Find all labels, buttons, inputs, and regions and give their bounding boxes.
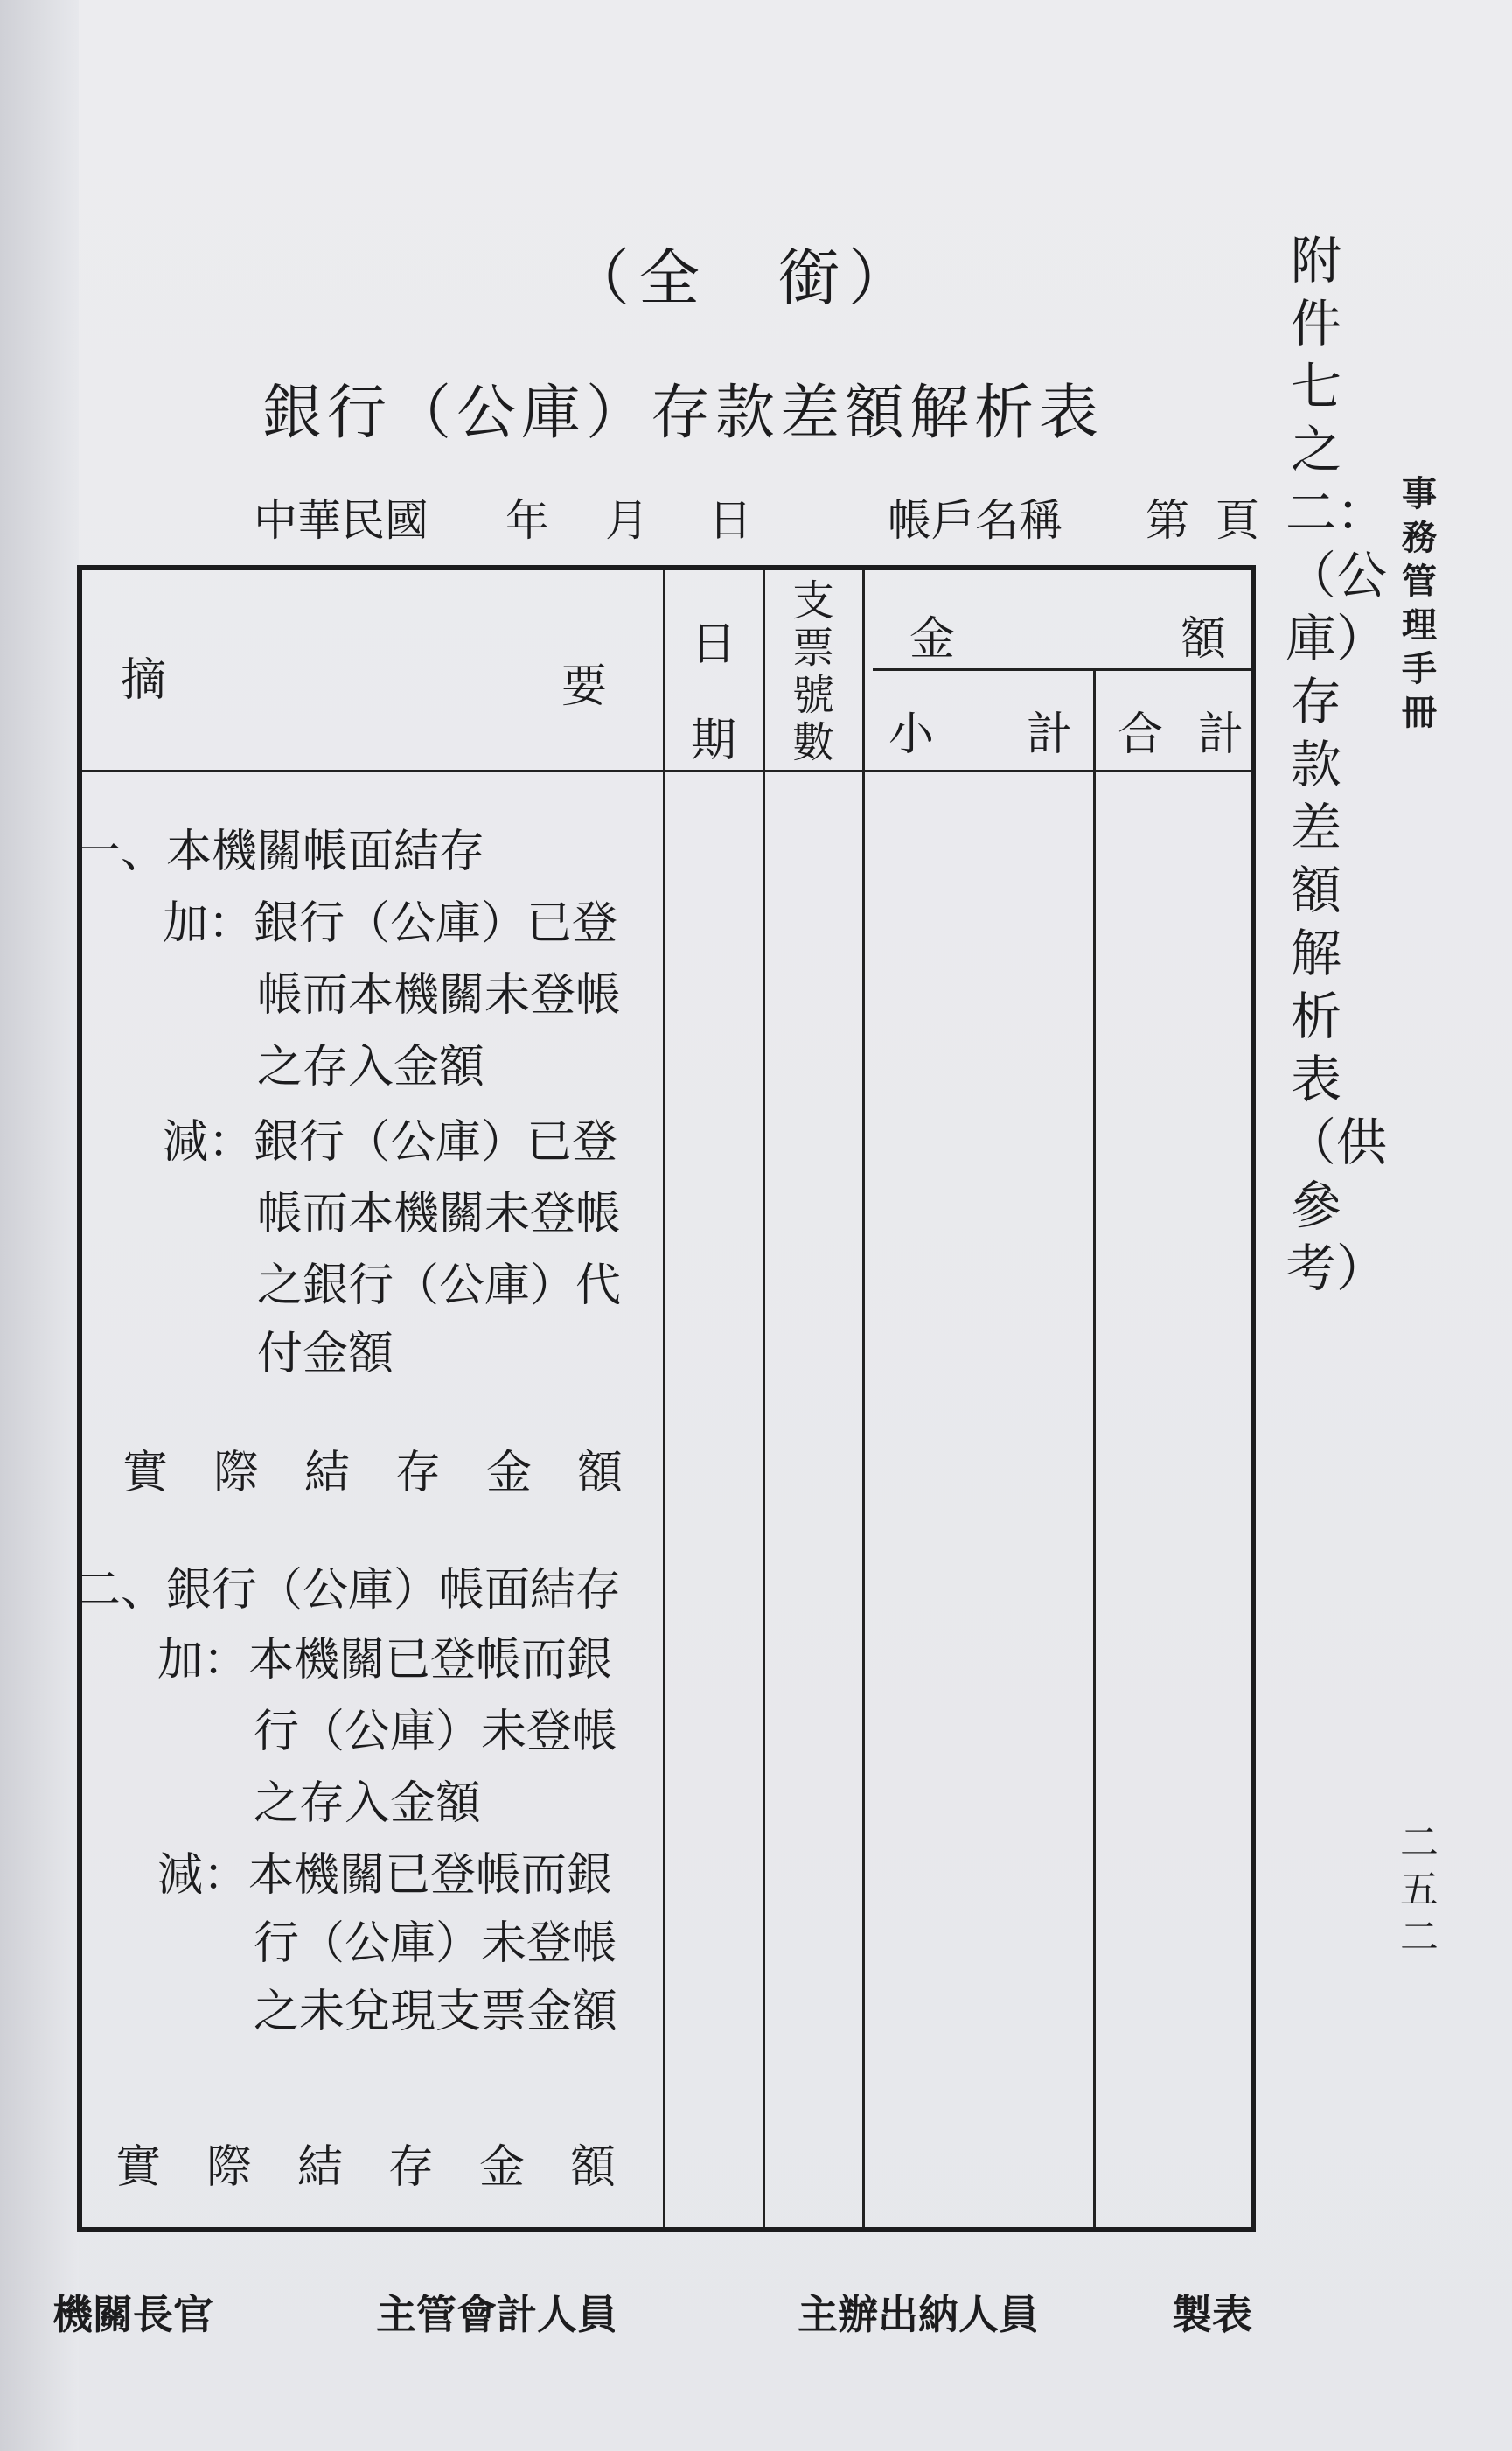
list-item: 付金額	[257, 1328, 394, 1380]
list-item: 加：銀行（公庫）已登	[163, 897, 618, 950]
page-label-b: 頁	[1216, 495, 1259, 546]
list-item: 行（公庫）未登帳	[254, 1706, 618, 1758]
list-item: 之未兌現支票金額	[254, 1986, 618, 2038]
date-day: 日	[708, 495, 752, 546]
organization-title: （全 銜）	[568, 242, 918, 314]
signature-agency-head: 機關長官	[52, 2291, 213, 2338]
table-frame	[77, 565, 1256, 2232]
section-two-heading: 二、銀行（公庫）帳面結存	[75, 1564, 622, 1617]
form-title: 銀行（公庫）存款差額解析表	[262, 379, 1104, 448]
column-rule	[862, 570, 865, 2227]
list-item: 帳而本機關未登帳	[257, 1188, 622, 1240]
binding-shadow	[0, 0, 79, 2451]
list-item: 減：本機關已登帳而銀	[157, 1849, 613, 1902]
list-item: 之存入金額	[257, 1041, 485, 1093]
header-amount-a: 金	[909, 613, 956, 666]
header-date: 日期	[690, 618, 736, 767]
page-number: 二五二	[1400, 1820, 1439, 1959]
date-year: 年	[505, 495, 549, 546]
header-summary-a: 摘	[121, 654, 167, 707]
header-rule	[82, 770, 1251, 772]
list-item: 減：銀行（公庫）已登	[163, 1116, 618, 1169]
date-era: 中華民國	[254, 495, 429, 546]
section-one-heading: 一、本機關帳面結存	[75, 826, 485, 878]
header-total-b: 計	[1198, 709, 1244, 761]
column-rule	[763, 570, 765, 2227]
list-item: 之銀行（公庫）代	[257, 1260, 622, 1312]
list-item: 帳而本機關未登帳	[257, 969, 622, 1022]
column-rule	[1093, 670, 1096, 2227]
list-item: 之存入金額	[254, 1777, 482, 1830]
header-amount-b: 額	[1181, 613, 1227, 666]
signature-prepared-by: 製表	[1172, 2291, 1252, 2338]
actual-balance-row: 實 際 結 存 金 額	[122, 1447, 624, 1499]
account-name-label: 帳戶名稱	[888, 495, 1063, 546]
header-subtotal-b: 計	[1027, 709, 1073, 761]
header-subrule	[873, 668, 1251, 671]
actual-balance-row: 實 際 結 存 金 額	[115, 2141, 617, 2194]
header-cheque-number: 支票號數	[791, 576, 834, 767]
column-rule	[663, 570, 665, 2227]
list-item: 行（公庫）未登帳	[254, 1917, 618, 1970]
attachment-caption: 附件七之二：（公庫）存款差額解析表（供參考）	[1286, 231, 1388, 1298]
list-item: 加：本機關已登帳而銀	[157, 1634, 613, 1686]
signature-chief-cashier: 主辦出納人員	[798, 2291, 1039, 2338]
page-label-a: 第	[1146, 495, 1189, 546]
header-summary-b: 要	[561, 660, 608, 713]
header-subtotal-a: 小	[888, 709, 935, 761]
date-month: 月	[605, 495, 649, 546]
header-total-a: 合	[1118, 709, 1164, 761]
signature-chief-accountant: 主管會計人員	[376, 2291, 617, 2338]
book-title: 事務管理手冊	[1402, 474, 1437, 733]
